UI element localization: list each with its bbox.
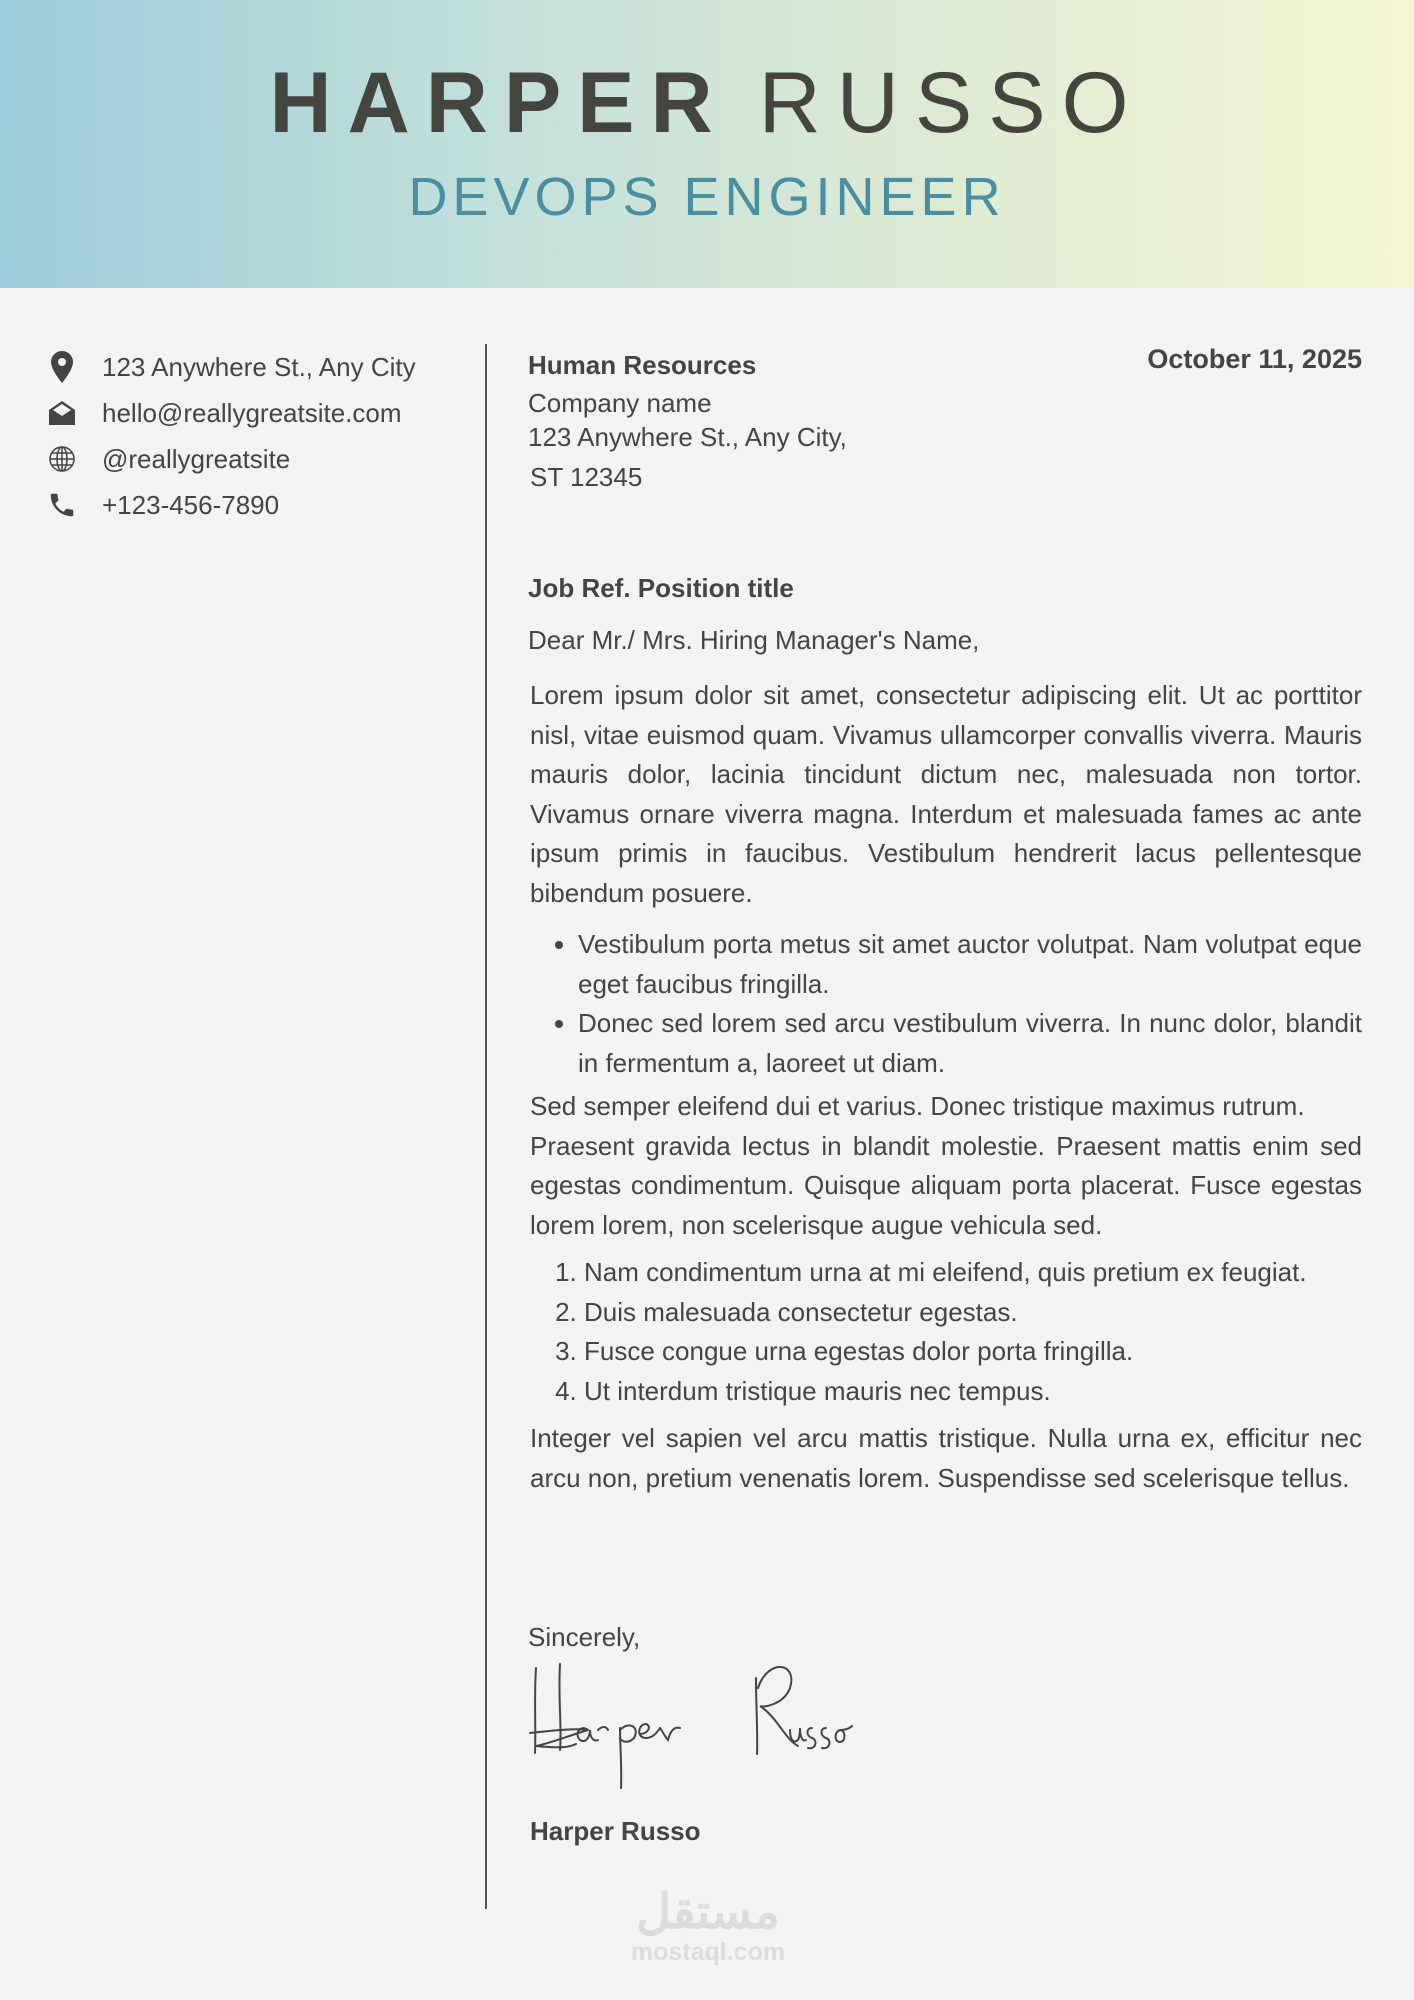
location-pin-icon — [44, 352, 80, 382]
letter-date: October 11, 2025 — [1147, 344, 1362, 374]
job-reference: Job Ref. Position title — [528, 573, 794, 603]
contact-text[interactable]: +123-456-7890 — [102, 489, 280, 520]
numbered-list — [528, 1253, 1362, 1411]
column-divider — [485, 344, 487, 1909]
watermark-logo — [622, 1888, 794, 1966]
first-name: HARPER — [269, 55, 729, 151]
last-name: RUSSO — [758, 55, 1145, 151]
paragraph-2: Praesent gravida lectus in blandit molestie. Praesent mattis enim sed egestas condimentum. Quisque aliquam porta placerat. Fusce egestas lorem lorem, non scelerisque augue vehicula sed. — [530, 1130, 1362, 1240]
contact-list — [44, 344, 416, 528]
recipient-address-line1: 123 Anywhere St., Any City, — [528, 421, 847, 452]
contact-text: 123 Anywhere St., Any City — [102, 351, 416, 382]
globe-icon — [44, 444, 80, 474]
list-item: • Donec sed lorem sed arcu vestibulum viverra. In nunc dolor, blandit in fermentum a, laoreet ut diam. — [578, 1004, 1362, 1083]
recipient-company: Company name — [528, 387, 712, 418]
paragraph-3: Integer vel sapien vel arcu mattis tristique. Nulla urna ex, efficitur nec arcu non, pretium venenatis lorem. Suspendisse sed scelerisque tellus. — [530, 1423, 1362, 1493]
list-item: 3. Fusce congue urna egestas dolor porta fringilla. — [584, 1332, 1362, 1372]
closing: Sincerely, — [528, 1622, 641, 1652]
contact-website — [44, 436, 416, 482]
contact-phone — [44, 482, 416, 528]
paragraph-2-line1: Sed semper eleifend dui et varius. Donec tristique maximus rutrum. — [530, 1091, 1305, 1121]
envelope-icon — [44, 398, 80, 428]
job-role: DEVOPS ENGINEER — [408, 167, 1006, 227]
list-item: • Vestibulum porta metus sit amet auctor volutpat. Nam volutpat eque eget faucibus fringilla. — [578, 925, 1362, 1004]
signature — [528, 1658, 1362, 1798]
watermark-arabic: مستقل — [636, 1886, 780, 1939]
phone-icon — [44, 490, 80, 520]
contact-address — [44, 344, 416, 390]
salutation: Dear Mr./ Mrs. Hiring Manager's Name, — [528, 624, 980, 655]
watermark-latin: mostaql.com — [630, 1938, 786, 1966]
header-banner — [0, 0, 1414, 288]
contact-text[interactable]: hello@reallygreatsite.com — [102, 397, 402, 428]
contact-email — [44, 390, 416, 436]
list-item: 1. Nam condimentum urna at mi eleifend, quis pretium ex feugiat. — [584, 1253, 1362, 1293]
bullet-list — [528, 925, 1362, 1083]
signoff-name: Harper Russo — [530, 1815, 701, 1846]
letter-body — [528, 344, 1362, 1851]
recipient-address-line2: ST 12345 — [530, 461, 643, 492]
applicant-name — [0, 55, 1414, 151]
recipient-title: Human Resources — [528, 350, 757, 380]
paragraph-1: Lorem ipsum dolor sit amet, consectetur adipiscing elit. Ut ac porttitor nisl, vitae euismod quam. Vivamus ullamcorper convallis viverra. Mauris mauris dolor, lacinia tincidunt dictum nec, malesuada non tortor. Vivamus ornare viverra magna. Interdum et malesuada fames ac ante ipsum primis in faucibus. Vestibulum hendrerit lacus pellentesque bibendum posuere. — [530, 680, 1362, 908]
list-item: 4. Ut interdum tristique mauris nec tempus. — [584, 1372, 1362, 1412]
contact-text[interactable]: @reallygreatsite — [102, 443, 291, 474]
list-item: 2. Duis malesuada consectetur egestas. — [584, 1293, 1362, 1333]
